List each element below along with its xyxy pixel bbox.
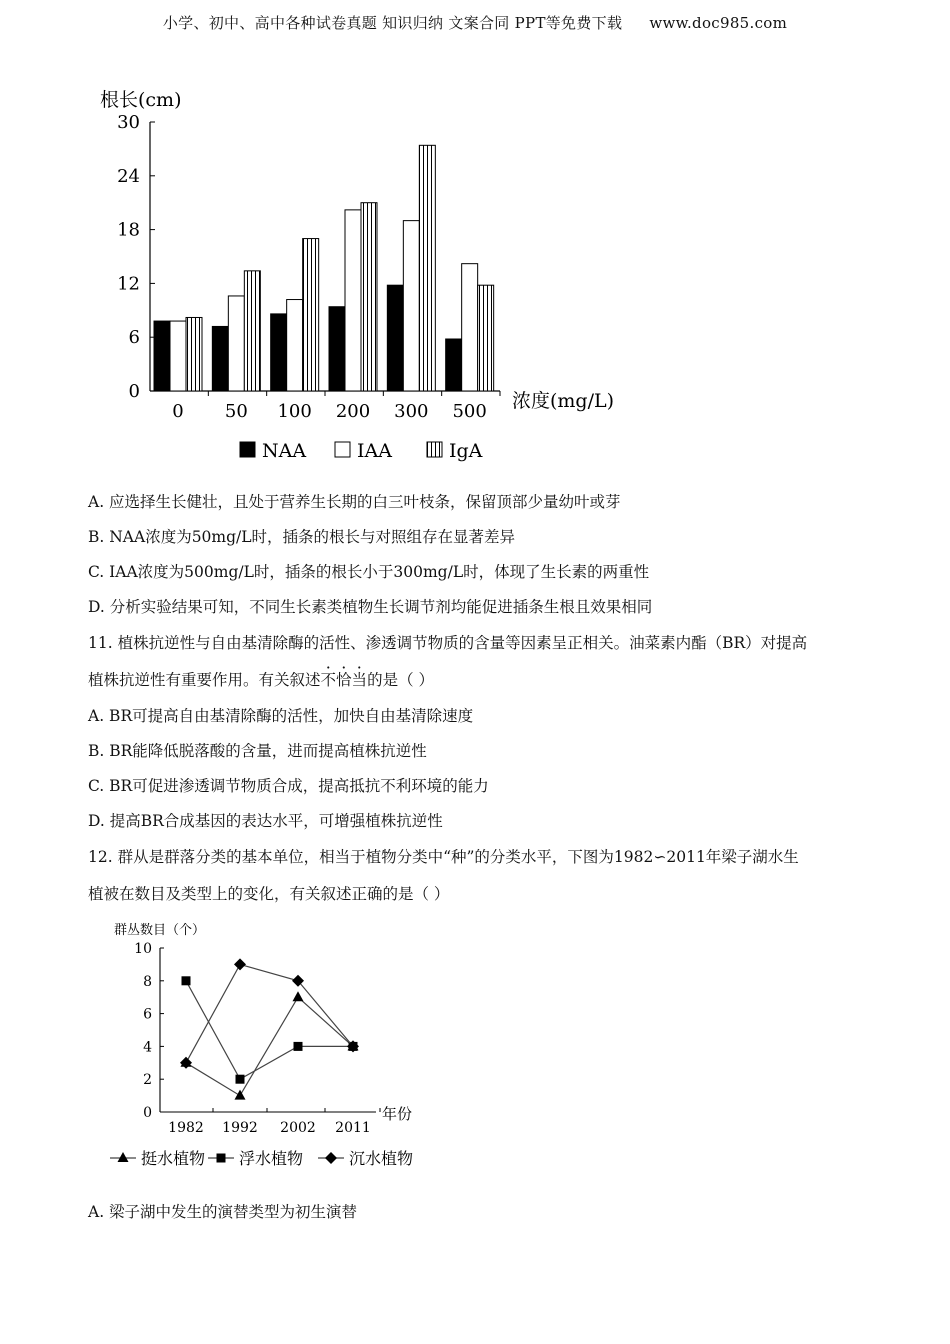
chart2-ylabel: 群丛数目（个） [114, 923, 206, 938]
q11-emphasis-char: 当 [351, 671, 368, 689]
chart2-legend-label: 沉水植物 [349, 1149, 414, 1168]
chart1-bar [446, 339, 462, 391]
chart2-y-tick-label: 8 [143, 973, 152, 990]
chart1-bar [154, 321, 170, 391]
chart2-x-tick-label: 1982 [168, 1120, 204, 1136]
chart2-y-tick-label: 2 [143, 1072, 152, 1089]
chart1-bar [303, 239, 319, 391]
q10-option-c: C. IAA浓度为500mg/L时，插条的根长小于300mg/L时，体现了生长素的两重性 [88, 563, 650, 581]
chart1-y-tick-label: 6 [128, 327, 140, 349]
q11-option-c: C. BR可促进渗透调节物质合成，提高抵抗不利环境的能力 [88, 777, 489, 795]
chart1-bar [419, 145, 435, 391]
header-text: 小学、初中、高中各种试卷真题 知识归纳 文案合同 PPT等免费下载 [162, 14, 623, 32]
chart2-point [294, 1042, 303, 1051]
chart1-y-tick-label: 0 [128, 381, 140, 402]
chart2-xlabel: 年份 [382, 1105, 413, 1123]
q12-stem-line2: 植被在数目及类型上的变化，有关叙述正确的是（ ） [88, 885, 450, 903]
chart2-x-tick-label: 2002 [280, 1120, 316, 1136]
chart1-legend-label: IAA [357, 440, 392, 462]
chart1-bar [387, 285, 403, 391]
chart1-x-tick-label: 50 [224, 401, 248, 422]
q10-option-b: B. NAA浓度为50mg/L时，插条的根长与对照组存在显著差异 [88, 528, 516, 546]
q11-emphasis-char: 不 [320, 671, 337, 689]
chart2-x-tick-label: 2011 [335, 1120, 371, 1136]
chart1-x-tick-label: 100 [277, 401, 312, 422]
chart2-point [293, 991, 304, 1001]
chart2-point [236, 1075, 245, 1084]
q11-emphasis-char: 恰 [336, 671, 352, 689]
chart2-point [118, 1152, 129, 1162]
chart1-bar [271, 314, 287, 391]
community-count-line-chart [100, 912, 440, 1177]
chart1-bar [462, 264, 478, 391]
q11-stem-post: 的是（ ） [367, 671, 434, 689]
chart2-y-tick-label: 10 [134, 941, 152, 957]
chart2-series-line [186, 964, 353, 1062]
chart1-y-tick-label: 30 [117, 112, 140, 133]
chart1-bar [329, 307, 345, 391]
chart2-y-tick-label: 4 [143, 1039, 152, 1056]
chart1-bar [212, 326, 228, 391]
q12-option-a: A. 梁子湖中发生的演替类型为初生演替 [88, 1203, 358, 1221]
q11-option-a: A. BR可提高自由基清除酶的活性，加快自由基清除速度 [88, 707, 474, 725]
chart1-ylabel: 根长(cm) [100, 89, 182, 111]
chart1-bar [478, 285, 494, 391]
chart2-y-tick-label: 6 [143, 1006, 152, 1023]
chart2-point [325, 1152, 337, 1164]
chart2-legend-label: 挺水植物 [141, 1149, 206, 1168]
chart1-bar [287, 300, 303, 391]
chart1-legend-swatch [335, 442, 350, 457]
chart1-x-tick-label: 0 [172, 401, 184, 422]
chart2-point [234, 958, 246, 970]
q11-stem-line2 [88, 668, 434, 690]
chart1-xlabel: 浓度(mg/L) [512, 390, 615, 412]
chart1-legend-label: IgA [449, 440, 483, 462]
chart2-point [182, 976, 191, 985]
q11-stem-line1: 11. 植株抗逆性与自由基清除酶的活性、渗透调节物质的含量等因素呈正相关。油菜素内酯（BR）对提高 [88, 634, 808, 652]
root-length-bar-chart [90, 80, 650, 480]
chart2-y-tick-label: 0 [143, 1105, 152, 1121]
chart1-bar [186, 317, 202, 391]
chart2-legend-label: 浮水植物 [239, 1149, 304, 1168]
chart1-y-tick-label: 12 [117, 273, 140, 295]
page-header [0, 12, 950, 33]
q12-stem-line1: 12. 群从是群落分类的基本单位，相当于植物分类中“种”的分类水平，下图为1982∽2011年梁子湖水生 [88, 848, 799, 866]
q10-option-d: D. 分析实验结果可知，不同生长素类植物生长调节剂均能促进插条生根且效果相同 [88, 598, 653, 616]
chart2-point [180, 1057, 192, 1069]
q11-option-d: D. 提高BR合成基因的表达水平，可增强植株抗逆性 [88, 812, 443, 830]
q11-option-b: B. BR能降低脱落酸的含量，进而提高植株抗逆性 [88, 742, 427, 760]
q11-stem-pre: 植株抗逆性有重要作用。有关叙述 [88, 671, 321, 689]
chart1-legend-swatch [240, 442, 255, 457]
chart1-bar [170, 321, 186, 391]
chart2-point [235, 1090, 246, 1100]
chart2-point [217, 1154, 226, 1163]
chart2-x-tick-label: 1992 [222, 1120, 258, 1136]
chart1-legend-swatch [427, 442, 442, 457]
chart1-bar [403, 221, 419, 391]
chart1-y-tick-label: 18 [117, 219, 140, 241]
header-site: www.doc985.com [649, 14, 788, 32]
chart1-y-tick-label: 24 [117, 165, 140, 187]
q10-option-a: A. 应选择生长健壮，且处于营养生长期的白三叶枝条，保留顶部少量幼叶或芽 [88, 493, 621, 511]
chart1-bar [228, 296, 244, 391]
chart1-bar [361, 203, 377, 391]
chart1-x-tick-label: 500 [452, 401, 487, 422]
chart1-x-tick-label: 200 [335, 401, 371, 422]
chart1-bar [244, 271, 260, 391]
chart1-bar [345, 210, 361, 391]
chart1-legend-label: NAA [262, 440, 307, 462]
chart1-x-tick-label: 300 [394, 401, 429, 422]
chart2-series-line [186, 981, 353, 1079]
